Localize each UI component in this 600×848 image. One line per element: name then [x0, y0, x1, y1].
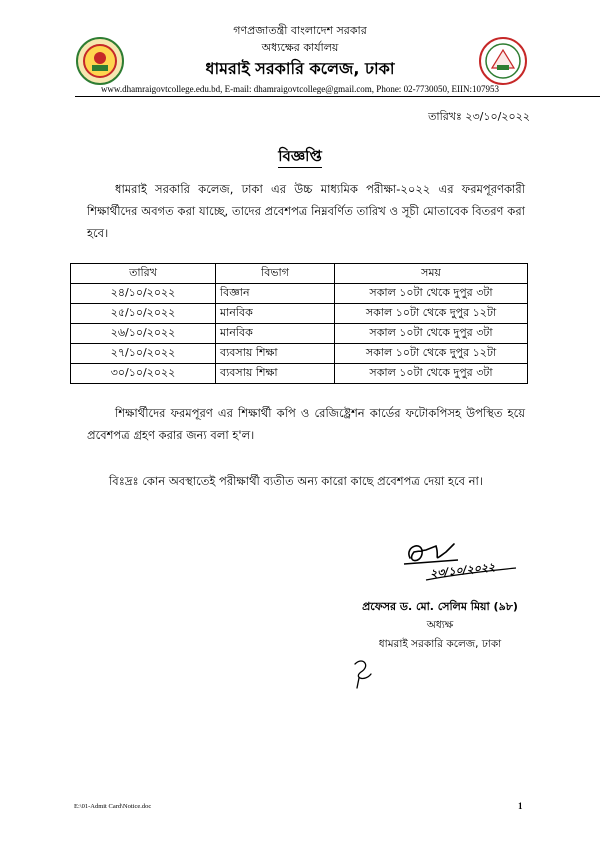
row-department: মানবিক: [216, 324, 335, 344]
notice-paragraph-2: [87, 402, 525, 446]
table-row: [71, 284, 528, 304]
table-row: [71, 324, 528, 344]
notice-title-text: বিজ্ঞপ্তি: [278, 147, 322, 168]
signer-designation: অধ্যক্ষ: [426, 619, 454, 631]
row-date: ২৬/১০/২০২২: [71, 324, 216, 344]
row-time: সকাল ১০টা থেকে দুপুর ১২টা: [335, 304, 528, 324]
row-department: মানবিক: [216, 304, 335, 324]
contact-info: www.dhamraigovtcollege.edu.bd, E-mail: dhamraigovtcollege@gmail.com, Phone: 02-7730050, EIIN:107953: [100, 84, 500, 94]
paragraph-2-text: শিক্ষার্থীদের ফরমপূরণ এর শিক্ষার্থী কপি ও রেজিষ্ট্রেশন কার্ডের ফটোকপিসহ উপস্থিত হয়ে প্রবেশপত্র গ্রহণ করার জন্য বলা হ'ল।: [87, 406, 525, 442]
handwritten-date: ২৩/১০/২০২২: [429, 560, 496, 581]
college-name: ধামরাই সরকারি কলেজ, ঢাকা: [205, 59, 395, 78]
header-date: তারিখ: [71, 264, 216, 284]
row-time: সকাল ১০টা থেকে দুপুর ১২টা: [335, 344, 528, 364]
notice-paragraph-3: [87, 470, 525, 492]
row-department: ব্যবসায় শিক্ষা: [216, 344, 335, 364]
initial-mark: [345, 652, 385, 692]
row-date: ২৪/১০/২০২২: [71, 284, 216, 304]
row-time: সকাল ১০টা থেকে দুপুর ৩টা: [335, 364, 528, 384]
office-name: অধ্যক্ষের কার্যালয়: [261, 41, 339, 54]
header-department: বিভাগ: [216, 264, 335, 284]
table-row: [71, 304, 528, 324]
table-header-row: [71, 264, 528, 284]
government-name: গণপ্রজাতন্ত্রী বাংলাদেশ সরকার: [233, 24, 367, 37]
header-divider: [75, 96, 600, 97]
schedule-table: [70, 263, 528, 384]
table-row: [71, 344, 528, 364]
row-time: সকাল ১০টা থেকে দুপুর ৩টা: [335, 324, 528, 344]
header-time: সময়: [335, 264, 528, 284]
signer-name: প্রফেসর ড. মো. সেলিম মিয়া (৯৮): [362, 600, 518, 613]
footer-file-path: E:\01-Admit Card\Notice.doc: [74, 803, 152, 810]
row-department: বিজ্ঞান: [216, 284, 335, 304]
signer-organization: ধামরাই সরকারি কলেজ, ঢাকা: [378, 638, 502, 650]
row-date: ২৫/১০/২০২২: [71, 304, 216, 324]
paragraph-3-text: বিঃদ্রঃ কোন অবস্থাতেই পরীক্ষার্থী ব্যতীত অন্য কারো কাছে প্রবেশপত্র দেয়া হবে না।: [109, 474, 483, 488]
table-row: [71, 364, 528, 384]
notice-date: তারিখঃ ২৩/১০/২০২২: [428, 110, 530, 123]
paragraph-1-text: ধামরাই সরকারি কলেজ, ঢাকা এর উচ্চ মাধ্যমিক পরীক্ষা-২০২২ এর ফরমপূরণকারী শিক্ষার্থীদের অবগত করা যাচ্ছে, তাদের প্রবেশপত্র নিম্নবর্ণিত তারিখ ও সূচী মোতাবেক বিতরণ করা হবে।: [87, 182, 525, 240]
row-date: ২৭/১০/২০২২: [71, 344, 216, 364]
footer-page-number: 1: [518, 801, 523, 811]
row-date: ৩০/১০/২০২২: [71, 364, 216, 384]
notice-paragraph-1: [87, 178, 525, 244]
row-department: ব্যবসায় শিক্ষা: [216, 364, 335, 384]
notice-title: [0, 145, 600, 170]
row-time: সকাল ১০টা থেকে দুপুর ৩টা: [335, 284, 528, 304]
